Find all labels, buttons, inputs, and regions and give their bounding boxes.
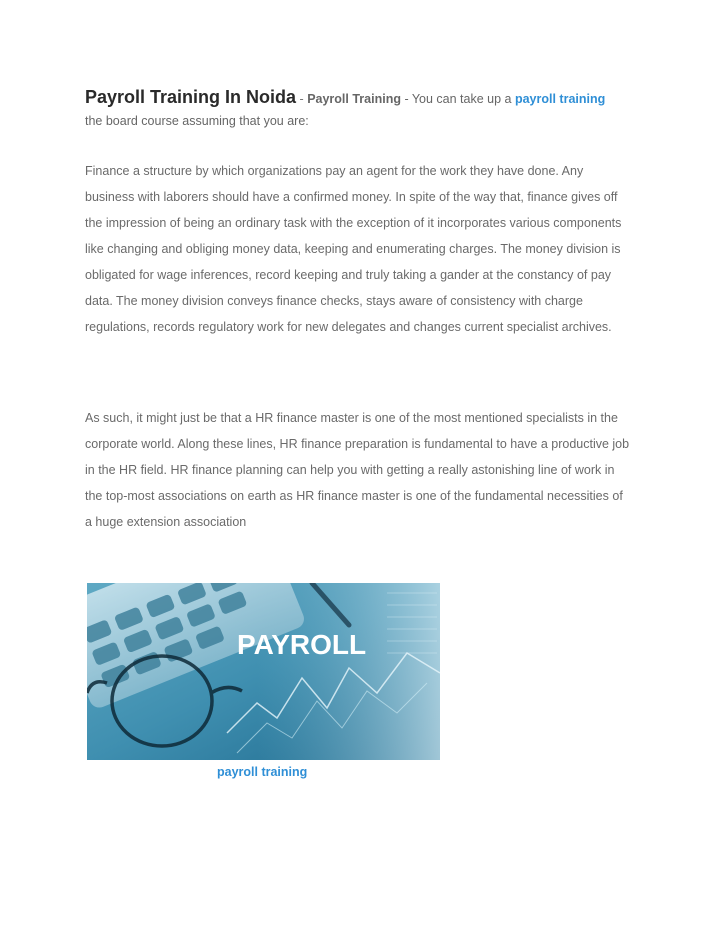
body-paragraph-1: Finance a structure by which organizations pay an agent for the work they have done. Any business with laborers should have a confirmed money. In spite of the way that, finance gives off the impression of being an ordinary task with the exception of it incorporates various components like changing and obliging money data, keeping and enumerating charges. The money division is obligated for wage inferences, record keeping and truly taking a gander at the constancy of pay data. The money division conveys finance checks, stays aware of consistency with charge regulations, records regulatory work for new delegates and changes current specialist archives.	[85, 164, 622, 334]
keyword-label: Payroll Training	[307, 92, 401, 106]
intro-text: - You can take up a	[404, 92, 512, 106]
title-separator: -	[299, 92, 304, 106]
page-title: Payroll Training In Noida	[85, 87, 297, 107]
body-paragraph-2: As such, it might just be that a HR finance master is one of the most mentioned specialists in the corporate world. Along these lines, HR finance preparation is fundamental to have a productive job in the HR field. HR finance planning can help you with getting a really astonishing line of work in the top-most associations on earth as HR finance master is one of the fundamental necessities of a huge extension association	[85, 411, 630, 529]
payroll-image-text: PAYROLL	[237, 629, 367, 660]
payroll-training-link[interactable]: payroll training	[514, 92, 606, 106]
payroll-photo-illustration	[87, 583, 440, 760]
intro-text-continued: the board course assuming that you are:	[85, 114, 309, 128]
payroll-image	[87, 583, 440, 760]
headline	[85, 86, 645, 132]
image-caption-link[interactable]: payroll training	[217, 765, 308, 779]
